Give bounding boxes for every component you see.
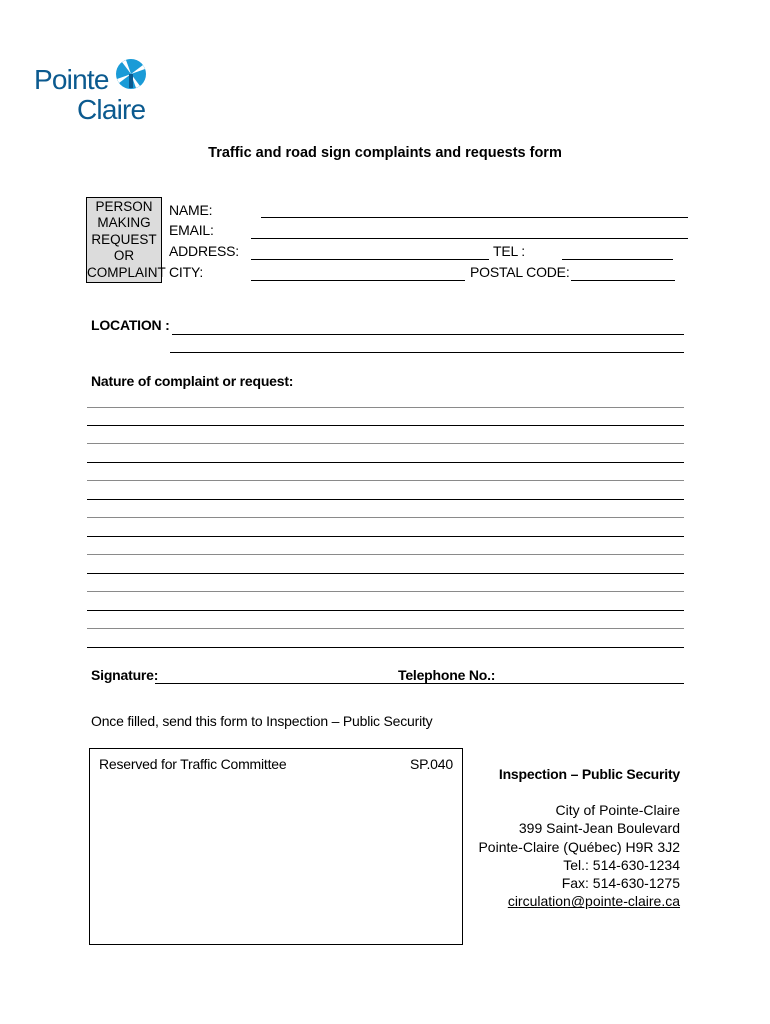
location-field-line-2[interactable]	[170, 352, 684, 353]
address-label: ADDRESS:	[169, 243, 239, 259]
nature-line[interactable]	[87, 443, 684, 444]
nature-line[interactable]	[87, 480, 684, 481]
nature-line[interactable]	[87, 610, 684, 611]
city-label: CITY:	[169, 264, 204, 280]
name-label: NAME:	[169, 202, 213, 218]
address-fax: Fax: 514-630-1275	[561, 875, 680, 892]
committee-label: Reserved for Traffic Committee	[99, 756, 287, 772]
form-title: Traffic and road sign complaints and requests form	[208, 145, 562, 161]
postal-code-label: POSTAL CODE:	[470, 264, 570, 280]
tel-field[interactable]	[562, 259, 673, 260]
location-field-line-1[interactable]	[172, 334, 684, 335]
nature-line[interactable]	[87, 407, 684, 408]
person-box-line: OR	[113, 248, 135, 264]
telephone-label: Telephone No.:	[398, 667, 496, 683]
nature-line[interactable]	[87, 554, 684, 555]
address-block	[460, 801, 680, 911]
address-field[interactable]	[251, 259, 489, 260]
person-making-request-box	[86, 197, 166, 283]
name-field[interactable]	[261, 217, 688, 218]
nature-line[interactable]	[87, 425, 684, 426]
nature-line[interactable]	[87, 591, 684, 592]
instruction-text: Once filled, send this form to Inspection – Public Security	[91, 713, 433, 729]
nature-line[interactable]	[87, 628, 684, 629]
person-box-line: PERSON	[95, 198, 153, 214]
nature-label: Nature of complaint or request:	[91, 373, 294, 389]
logo-text-claire: Claire	[77, 94, 146, 125]
traffic-committee-box	[89, 748, 463, 945]
logo-text-pointe: Pointe	[34, 64, 109, 95]
nature-line[interactable]	[87, 462, 684, 463]
department-heading: Inspection – Public Security	[498, 766, 680, 782]
postal-code-field[interactable]	[571, 280, 675, 281]
city-field[interactable]	[251, 280, 465, 281]
address-street: 399 Saint-Jean Boulevard	[518, 820, 680, 837]
nature-line[interactable]	[87, 573, 684, 574]
nature-line[interactable]	[87, 647, 684, 648]
tel-label: TEL :	[493, 243, 525, 259]
location-label: LOCATION :	[91, 317, 170, 333]
person-box-line: COMPLAINT	[87, 264, 166, 280]
person-box-line: REQUEST	[91, 231, 157, 247]
signature-telephone-field[interactable]	[155, 683, 684, 684]
address-tel: Tel.: 514-630-1234	[563, 856, 680, 873]
signature-label: Signature:	[91, 667, 159, 683]
email-link[interactable]: circulation@pointe-claire.ca	[507, 893, 680, 910]
form-code: SP.040	[410, 756, 453, 772]
nature-line[interactable]	[87, 517, 684, 518]
nature-line[interactable]	[87, 499, 684, 500]
email-label: EMAIL:	[169, 222, 214, 238]
address-city: City of Pointe-Claire	[555, 802, 680, 818]
nature-line[interactable]	[87, 536, 684, 537]
windmill-icon	[114, 56, 148, 92]
address-locality: Pointe-Claire (Québec) H9R 3J2	[478, 838, 680, 855]
email-field[interactable]	[251, 238, 688, 239]
person-box-line: MAKING	[97, 215, 151, 231]
